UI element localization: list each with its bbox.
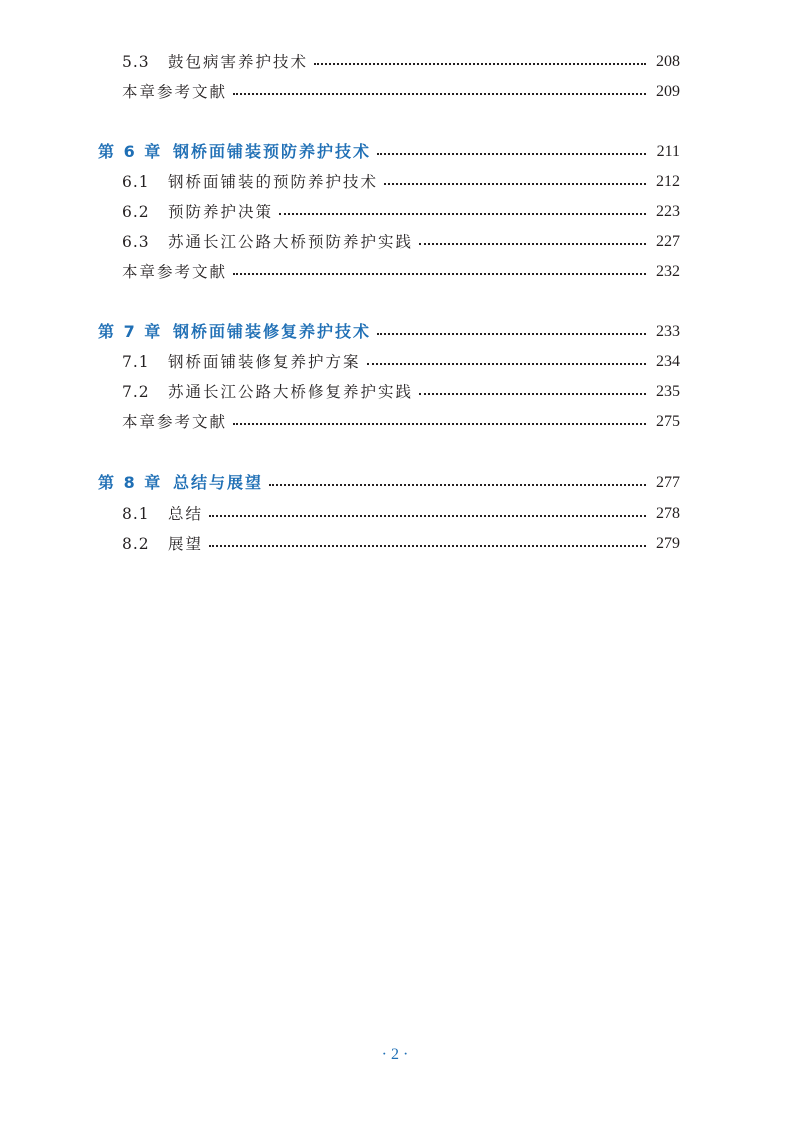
section-number: 8.1 — [122, 505, 150, 523]
page-footer-number: · 2 · — [381, 1046, 409, 1063]
toc-entry-5-3[interactable] — [122, 50, 680, 74]
page-number: 223 — [656, 203, 680, 220]
section-number: 6.3 — [122, 233, 150, 251]
chapter-number: 第 7 章 — [98, 322, 163, 341]
section-title: 钢桥面铺装的预防养护技术 — [168, 173, 379, 191]
section-title: 展望 — [168, 535, 204, 553]
toc-entry-7-2[interactable] — [122, 380, 680, 404]
section-number: 7.2 — [122, 383, 150, 401]
dot-leader — [419, 393, 646, 395]
section-title: 本章参考文献 — [122, 263, 228, 281]
toc-entry-7-1[interactable] — [122, 350, 680, 374]
page-number: 278 — [656, 505, 680, 522]
page-number: 211 — [656, 143, 680, 160]
page-number: 234 — [656, 353, 680, 370]
section-number: 8.2 — [122, 535, 150, 553]
dot-leader — [419, 243, 646, 245]
section-title: 本章参考文献 — [122, 413, 228, 431]
section-title: 苏通长江公路大桥预防养护实践 — [168, 233, 414, 251]
toc-entry-8-1[interactable] — [122, 502, 680, 526]
toc-entry-6-2[interactable] — [122, 200, 680, 224]
section-title: 苏通长江公路大桥修复养护实践 — [168, 383, 414, 401]
dot-leader — [209, 545, 646, 547]
chapter-title: 钢桥面铺装预防养护技术 — [173, 142, 372, 161]
toc-entry-6-3[interactable] — [122, 230, 680, 254]
dot-leader — [314, 63, 646, 65]
dot-leader — [233, 273, 646, 275]
toc-entry-6-1[interactable] — [122, 170, 680, 194]
section-title: 预防养护决策 — [168, 203, 274, 221]
section-number: 6.2 — [122, 203, 150, 221]
toc-chapter-7[interactable] — [98, 320, 680, 344]
page-number: 275 — [656, 413, 680, 430]
section-title: 鼓包病害养护技术 — [168, 53, 309, 71]
dot-leader — [233, 423, 646, 425]
chapter-number: 第 8 章 — [98, 473, 163, 492]
dot-leader — [209, 515, 646, 517]
page-number: 208 — [656, 53, 680, 70]
page-number: 277 — [656, 474, 680, 491]
section-number: 5.3 — [122, 53, 150, 71]
page-number: 233 — [656, 323, 680, 340]
toc-entry-ch5-references[interactable] — [122, 80, 680, 104]
dot-leader — [279, 213, 646, 215]
dot-leader — [233, 93, 646, 95]
page-number: 279 — [656, 535, 680, 552]
dot-leader — [377, 333, 646, 335]
page-number: 212 — [656, 173, 680, 190]
chapter-title: 钢桥面铺装修复养护技术 — [173, 322, 372, 341]
dot-leader — [367, 363, 646, 365]
toc-chapter-8[interactable] — [98, 471, 680, 495]
toc-entry-ch7-references[interactable] — [122, 410, 680, 434]
section-number: 7.1 — [122, 353, 150, 371]
section-title: 本章参考文献 — [122, 83, 228, 101]
section-title: 总结 — [168, 505, 204, 523]
chapter-title: 总结与展望 — [173, 473, 264, 492]
section-number: 6.1 — [122, 173, 150, 191]
chapter-number: 第 6 章 — [98, 142, 163, 161]
section-title: 钢桥面铺装修复养护方案 — [168, 353, 361, 371]
toc-chapter-6[interactable] — [98, 140, 680, 164]
page-number: 232 — [656, 263, 680, 280]
page-number: 227 — [656, 233, 680, 250]
page-number: 235 — [656, 383, 680, 400]
toc-entry-ch6-references[interactable] — [122, 260, 680, 284]
dot-leader — [269, 484, 646, 486]
dot-leader — [384, 183, 646, 185]
toc-entry-8-2[interactable] — [122, 532, 680, 556]
dot-leader — [377, 153, 646, 155]
page-number: 209 — [656, 83, 680, 100]
